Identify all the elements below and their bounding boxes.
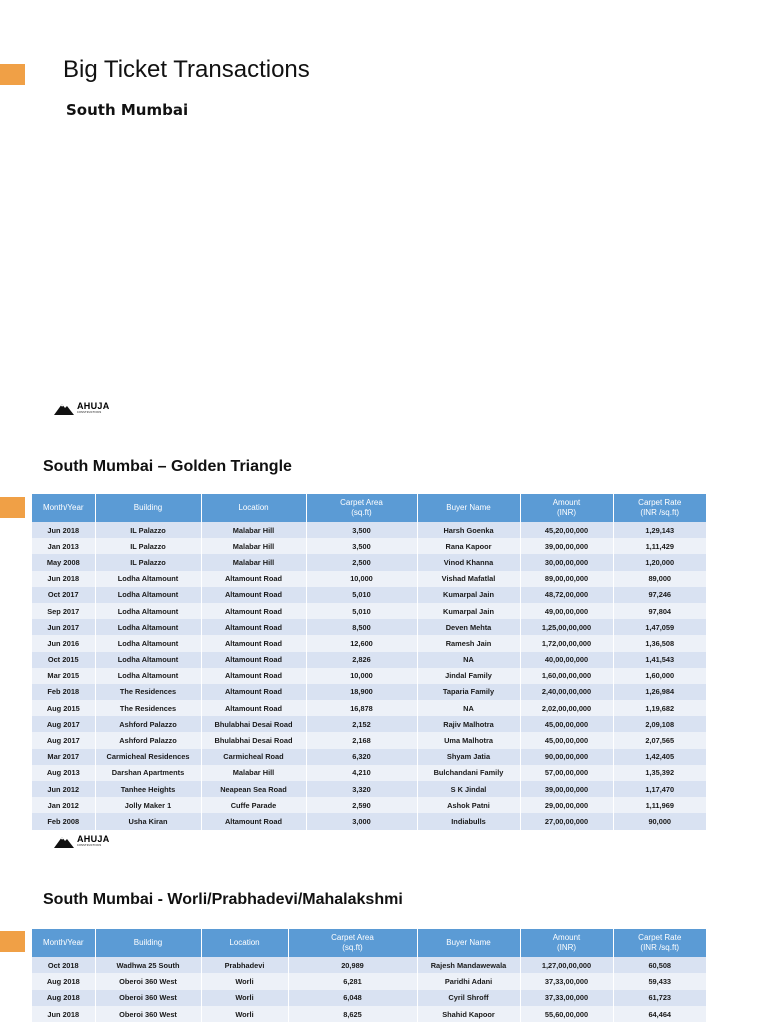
transactions-table-worli [32, 929, 706, 1022]
cell-carpet-area: 2,500 [306, 554, 417, 570]
cell-carpet-area: 3,500 [306, 538, 417, 554]
cell-month-year: May 2008 [32, 554, 95, 570]
column-header-amount: Amount (INR) [520, 494, 613, 522]
cell-amount: 40,00,00,000 [520, 652, 613, 668]
cell-month-year: Aug 2017 [32, 732, 95, 748]
cell-buyer-name: Rana Kapoor [417, 538, 520, 554]
column-header-carpet-rate: Carpet Rate (INR /sq.ft) [613, 929, 706, 957]
logo-mountain-icon [54, 836, 74, 848]
cell-amount: 1,72,00,00,000 [520, 635, 613, 651]
column-header-buyer-name: Buyer Name [417, 929, 520, 957]
cell-building: Lodha Altamount [95, 619, 201, 635]
cell-carpet-area: 2,168 [306, 732, 417, 748]
cell-buyer-name: Ashok Patni [417, 797, 520, 813]
column-header-carpet-area: Carpet Area (sq.ft) [306, 494, 417, 522]
section-title-golden-triangle: South Mumbai – Golden Triangle [43, 458, 292, 475]
table-row [32, 990, 706, 1006]
table-row [32, 700, 706, 716]
cell-month-year: Jun 2018 [32, 1006, 95, 1022]
cell-buyer-name: Shahid Kapoor [417, 1006, 520, 1022]
cell-month-year: Feb 2018 [32, 684, 95, 700]
cell-month-year: Aug 2013 [32, 765, 95, 781]
cell-month-year: Mar 2015 [32, 668, 95, 684]
cell-location: Prabhadevi [201, 957, 288, 973]
section-title-worli: South Mumbai - Worli/Prabhadevi/Mahalakshmi [43, 891, 403, 908]
cell-buyer-name: S K Jindal [417, 781, 520, 797]
cell-building: Carmicheal Residences [95, 749, 201, 765]
table-row [32, 957, 706, 973]
cell-amount: 37,33,00,000 [520, 990, 613, 1006]
slide-subtitle: South Mumbai [66, 101, 189, 119]
column-header-location: Location [201, 494, 306, 522]
cell-carpet-area: 10,000 [306, 668, 417, 684]
cell-carpet-area: 6,281 [288, 973, 417, 989]
cell-carpet-rate: 1,11,969 [613, 797, 706, 813]
slide-title: Big Ticket Transactions [63, 56, 310, 83]
cell-carpet-area: 2,152 [306, 716, 417, 732]
table-row [32, 652, 706, 668]
cell-buyer-name: Indiabulls [417, 813, 520, 829]
cell-amount: 30,00,00,000 [520, 554, 613, 570]
column-header-carpet-area: Carpet Area (sq.ft) [288, 929, 417, 957]
table-row [32, 732, 706, 748]
cell-location: Altamount Road [201, 619, 306, 635]
table-row [32, 1006, 706, 1022]
cell-carpet-rate: 2,09,108 [613, 716, 706, 732]
cell-location: Carmicheal Road [201, 749, 306, 765]
accent-bar-section-2 [0, 931, 25, 952]
cell-amount: 37,33,00,000 [520, 973, 613, 989]
cell-month-year: Sep 2017 [32, 603, 95, 619]
cell-carpet-rate: 1,35,392 [613, 765, 706, 781]
accent-bar-top [0, 64, 25, 85]
cell-location: Altamount Road [201, 813, 306, 829]
table-header-row [32, 494, 706, 522]
cell-building: Ashford Palazzo [95, 716, 201, 732]
cell-carpet-area: 6,320 [306, 749, 417, 765]
cell-location: Worli [201, 990, 288, 1006]
cell-carpet-rate: 1,11,429 [613, 538, 706, 554]
table-row [32, 619, 706, 635]
cell-location: Altamount Road [201, 652, 306, 668]
cell-building: Lodha Altamount [95, 571, 201, 587]
column-header-buyer-name: Buyer Name [417, 494, 520, 522]
logo-mountain-icon [54, 403, 74, 415]
cell-month-year: Jun 2017 [32, 619, 95, 635]
cell-month-year: Aug 2015 [32, 700, 95, 716]
cell-buyer-name: Rajiv Malhotra [417, 716, 520, 732]
table-row [32, 668, 706, 684]
cell-building: Wadhwa 25 South [95, 957, 201, 973]
cell-building: Lodha Altamount [95, 652, 201, 668]
company-logo [54, 835, 110, 848]
cell-building: IL Palazzo [95, 538, 201, 554]
cell-month-year: Jan 2012 [32, 797, 95, 813]
cell-month-year: Oct 2015 [32, 652, 95, 668]
cell-carpet-area: 3,320 [306, 781, 417, 797]
cell-carpet-area: 5,010 [306, 603, 417, 619]
cell-month-year: Oct 2017 [32, 587, 95, 603]
cell-building: Lodha Altamount [95, 668, 201, 684]
cell-location: Altamount Road [201, 635, 306, 651]
cell-carpet-rate: 59,433 [613, 973, 706, 989]
cell-month-year: Aug 2018 [32, 973, 95, 989]
cell-buyer-name: NA [417, 652, 520, 668]
cell-month-year: Jan 2013 [32, 538, 95, 554]
cell-carpet-area: 4,210 [306, 765, 417, 781]
cell-carpet-rate: 97,804 [613, 603, 706, 619]
cell-carpet-rate: 60,508 [613, 957, 706, 973]
table-body [32, 957, 706, 1022]
table-row [32, 554, 706, 570]
cell-amount: 49,00,00,000 [520, 603, 613, 619]
logo-name: AHUJA [77, 401, 110, 411]
cell-building: Lodha Altamount [95, 635, 201, 651]
table-row [32, 797, 706, 813]
column-header-building: Building [95, 929, 201, 957]
cell-building: Tanhee Heights [95, 781, 201, 797]
cell-location: Cuffe Parade [201, 797, 306, 813]
cell-amount: 55,60,00,000 [520, 1006, 613, 1022]
cell-location: Malabar Hill [201, 522, 306, 538]
cell-carpet-rate: 90,000 [613, 813, 706, 829]
cell-building: Ashford Palazzo [95, 732, 201, 748]
cell-month-year: Jun 2018 [32, 571, 95, 587]
cell-amount: 57,00,00,000 [520, 765, 613, 781]
cell-buyer-name: Uma Malhotra [417, 732, 520, 748]
cell-location: Altamount Road [201, 603, 306, 619]
cell-buyer-name: Kumarpal Jain [417, 587, 520, 603]
cell-building: Darshan Apartments [95, 765, 201, 781]
company-logo [54, 402, 110, 415]
cell-building: The Residences [95, 700, 201, 716]
cell-building: Lodha Altamount [95, 603, 201, 619]
column-header-month-year: Month/Year [32, 494, 95, 522]
cell-building: IL Palazzo [95, 554, 201, 570]
table-row [32, 538, 706, 554]
cell-month-year: Jun 2018 [32, 522, 95, 538]
cell-carpet-area: 5,010 [306, 587, 417, 603]
cell-location: Altamount Road [201, 668, 306, 684]
cell-building: Oberoi 360 West [95, 990, 201, 1006]
cell-month-year: Jun 2016 [32, 635, 95, 651]
cell-buyer-name: Bulchandani Family [417, 765, 520, 781]
cell-carpet-area: 2,590 [306, 797, 417, 813]
cell-carpet-area: 2,826 [306, 652, 417, 668]
cell-carpet-rate: 1,41,543 [613, 652, 706, 668]
cell-carpet-rate: 1,42,405 [613, 749, 706, 765]
cell-month-year: Mar 2017 [32, 749, 95, 765]
table-body [32, 522, 706, 830]
cell-buyer-name: Paridhi Adani [417, 973, 520, 989]
column-header-month-year: Month/Year [32, 929, 95, 957]
cell-buyer-name: Taparia Family [417, 684, 520, 700]
cell-carpet-rate: 1,29,143 [613, 522, 706, 538]
cell-carpet-rate: 2,07,565 [613, 732, 706, 748]
cell-carpet-area: 20,989 [288, 957, 417, 973]
cell-carpet-area: 10,000 [306, 571, 417, 587]
cell-amount: 89,00,00,000 [520, 571, 613, 587]
cell-carpet-rate: 1,36,508 [613, 635, 706, 651]
cell-carpet-rate: 1,60,000 [613, 668, 706, 684]
cell-amount: 39,00,00,000 [520, 538, 613, 554]
table-row [32, 522, 706, 538]
cell-amount: 39,00,00,000 [520, 781, 613, 797]
cell-building: Jolly Maker 1 [95, 797, 201, 813]
cell-carpet-rate: 89,000 [613, 571, 706, 587]
cell-amount: 1,25,00,00,000 [520, 619, 613, 635]
cell-carpet-area: 8,625 [288, 1006, 417, 1022]
cell-carpet-area: 8,500 [306, 619, 417, 635]
cell-month-year: Aug 2017 [32, 716, 95, 732]
cell-location: Worli [201, 973, 288, 989]
cell-carpet-area: 3,500 [306, 522, 417, 538]
cell-amount: 27,00,00,000 [520, 813, 613, 829]
cell-carpet-rate: 1,17,470 [613, 781, 706, 797]
cell-month-year: Feb 2008 [32, 813, 95, 829]
cell-carpet-rate: 1,47,059 [613, 619, 706, 635]
cell-location: Malabar Hill [201, 538, 306, 554]
table-row [32, 684, 706, 700]
cell-buyer-name: Kumarpal Jain [417, 603, 520, 619]
cell-carpet-area: 16,878 [306, 700, 417, 716]
cell-carpet-area: 12,600 [306, 635, 417, 651]
cell-amount: 45,00,00,000 [520, 732, 613, 748]
table-row [32, 587, 706, 603]
cell-buyer-name: Vinod Khanna [417, 554, 520, 570]
cell-location: Bhulabhai Desai Road [201, 732, 306, 748]
cell-amount: 1,60,00,00,000 [520, 668, 613, 684]
cell-carpet-rate: 97,246 [613, 587, 706, 603]
cell-amount: 90,00,00,000 [520, 749, 613, 765]
table-row [32, 973, 706, 989]
logo-name: AHUJA [77, 834, 110, 844]
cell-location: Malabar Hill [201, 554, 306, 570]
column-header-amount: Amount (INR) [520, 929, 613, 957]
table-row [32, 716, 706, 732]
cell-buyer-name: Jindal Family [417, 668, 520, 684]
cell-building: IL Palazzo [95, 522, 201, 538]
cell-buyer-name: Vishad Mafatlal [417, 571, 520, 587]
cell-amount: 2,02,00,00,000 [520, 700, 613, 716]
cell-month-year: Oct 2018 [32, 957, 95, 973]
cell-location: Bhulabhai Desai Road [201, 716, 306, 732]
cell-buyer-name: NA [417, 700, 520, 716]
transactions-table-golden-triangle [32, 494, 706, 830]
cell-location: Malabar Hill [201, 765, 306, 781]
table-row [32, 603, 706, 619]
cell-buyer-name: Shyam Jatia [417, 749, 520, 765]
column-header-location: Location [201, 929, 288, 957]
cell-buyer-name: Cyril Shroff [417, 990, 520, 1006]
cell-location: Worli [201, 1006, 288, 1022]
cell-month-year: Jun 2012 [32, 781, 95, 797]
cell-location: Altamount Road [201, 587, 306, 603]
cell-carpet-area: 3,000 [306, 813, 417, 829]
cell-amount: 1,27,00,00,000 [520, 957, 613, 973]
cell-buyer-name: Ramesh Jain [417, 635, 520, 651]
table-row [32, 635, 706, 651]
cell-buyer-name: Harsh Goenka [417, 522, 520, 538]
accent-bar-section-1 [0, 497, 25, 518]
table-header-row [32, 929, 706, 957]
cell-buyer-name: Deven Mehta [417, 619, 520, 635]
cell-location: Altamount Road [201, 571, 306, 587]
column-header-carpet-rate: Carpet Rate (INR /sq.ft) [613, 494, 706, 522]
cell-building: Lodha Altamount [95, 587, 201, 603]
cell-location: Neapean Sea Road [201, 781, 306, 797]
cell-carpet-rate: 61,723 [613, 990, 706, 1006]
table-row [32, 765, 706, 781]
column-header-building: Building [95, 494, 201, 522]
cell-location: Altamount Road [201, 700, 306, 716]
cell-amount: 48,72,00,000 [520, 587, 613, 603]
cell-buyer-name: Rajesh Mandawewala [417, 957, 520, 973]
table-row [32, 813, 706, 829]
cell-carpet-area: 18,900 [306, 684, 417, 700]
cell-carpet-rate: 64,464 [613, 1006, 706, 1022]
cell-location: Altamount Road [201, 684, 306, 700]
table-row [32, 781, 706, 797]
logo-tagline: CONSTRUCTIONS [77, 844, 102, 847]
cell-building: Usha Kiran [95, 813, 201, 829]
table-row [32, 571, 706, 587]
cell-carpet-area: 6,048 [288, 990, 417, 1006]
cell-amount: 29,00,00,000 [520, 797, 613, 813]
cell-building: Oberoi 360 West [95, 1006, 201, 1022]
cell-carpet-rate: 1,19,682 [613, 700, 706, 716]
cell-month-year: Aug 2018 [32, 990, 95, 1006]
cell-amount: 45,20,00,000 [520, 522, 613, 538]
cell-carpet-rate: 1,20,000 [613, 554, 706, 570]
logo-tagline: CONSTRUCTIONS [77, 411, 102, 414]
table-row [32, 749, 706, 765]
cell-amount: 45,00,00,000 [520, 716, 613, 732]
cell-carpet-rate: 1,26,984 [613, 684, 706, 700]
cell-building: The Residences [95, 684, 201, 700]
cell-building: Oberoi 360 West [95, 973, 201, 989]
cell-amount: 2,40,00,00,000 [520, 684, 613, 700]
